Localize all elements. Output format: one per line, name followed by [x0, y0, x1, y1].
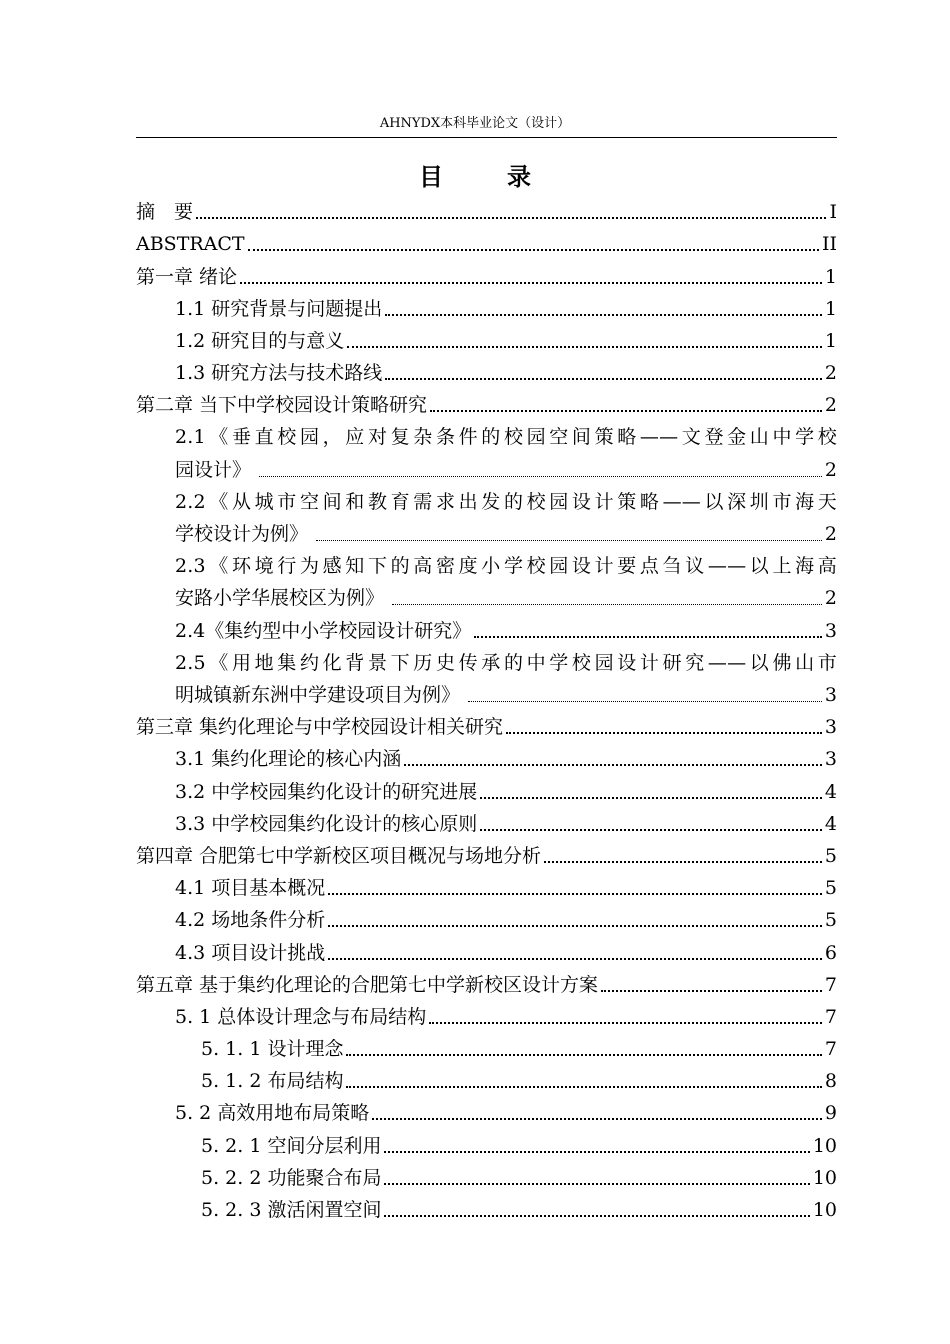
toc-entry-label-line1: 2.5《用地集约化背景下历史传承的中学校园设计研究——以佛山市 [175, 651, 837, 674]
dot-leader [372, 1118, 822, 1120]
toc-entry-label: 5. 2. 1 空间分层利用 [201, 1134, 382, 1157]
toc-entry-s5-2-1[interactable] [136, 1129, 837, 1161]
toc-entry-label: 第二章 当下中学校园设计策略研究 [136, 394, 428, 417]
toc-entry-s3-2[interactable] [136, 775, 837, 807]
toc-page-number: II [821, 233, 837, 256]
dot-leader [347, 346, 822, 348]
toc-entry-label: 5. 1 总体设计理念与布局结构 [175, 1005, 427, 1028]
running-header: AHNYDX本科毕业论文（设计） [379, 116, 571, 131]
toc-entry-s1-1[interactable] [136, 293, 837, 325]
toc-entry-s3-1[interactable] [136, 743, 837, 775]
dot-leader [468, 701, 822, 702]
toc-entry-s5-1-1[interactable] [136, 1033, 837, 1065]
toc-entry-label: 4.3 项目设计挑战 [175, 941, 326, 964]
toc-entry-label: 1.1 研究背景与问题提出 [175, 297, 383, 320]
dot-leader [328, 958, 822, 960]
toc-page-number: 2 [824, 587, 837, 610]
dot-leader [328, 893, 822, 895]
toc-entry-label-line2: 明城镇新东洲中学建设项目为例》 [175, 684, 461, 706]
toc-page-number: 2 [824, 394, 837, 417]
toc-entry-s5-1-2[interactable] [136, 1065, 837, 1097]
toc-entry-label: 第五章 基于集约化理论的合肥第七中学新校区设计方案 [136, 973, 599, 996]
dot-leader [384, 1151, 809, 1153]
dot-leader [196, 217, 826, 219]
toc-entry-ch1[interactable] [136, 260, 837, 292]
toc-page-number: 3 [824, 748, 837, 771]
toc-entry-label: 1.3 研究方法与技术路线 [175, 362, 383, 385]
toc-entry-ch2[interactable] [136, 389, 837, 421]
toc-entry-s4-3[interactable] [136, 936, 837, 968]
toc-entry-label: 5. 2. 2 功能聚合布局 [201, 1166, 382, 1189]
toc-page-number: 2 [824, 362, 837, 385]
dot-leader [544, 861, 822, 863]
toc-entry-ch4[interactable] [136, 840, 837, 872]
toc-page-number: 6 [824, 941, 837, 964]
toc-entry-label-line2: 学校设计为例》 [175, 523, 309, 546]
toc-page-number: 10 [812, 1134, 837, 1157]
toc-entry-s1-3[interactable] [136, 357, 837, 389]
toc-entry-label: 4.2 场地条件分析 [175, 909, 326, 932]
dot-leader [429, 1022, 822, 1024]
toc-entry-label: 4.1 项目基本概况 [175, 877, 326, 900]
toc-page-number: 5 [824, 877, 837, 900]
dot-leader [384, 1215, 809, 1217]
toc-page-number: 7 [824, 1038, 837, 1061]
dot-leader [346, 1054, 821, 1056]
toc-entry-label: 5. 2 高效用地布局策略 [175, 1102, 370, 1125]
toc-page-number: I [829, 201, 837, 224]
toc-page-number: 10 [812, 1199, 837, 1221]
toc-page-number: 8 [824, 1070, 837, 1093]
dot-leader [328, 925, 822, 927]
toc-page-number: 5 [824, 909, 837, 932]
toc-entry-s3-3[interactable] [136, 808, 837, 840]
dot-leader [385, 314, 822, 316]
toc-entry-s5-1[interactable] [136, 1001, 837, 1033]
toc-entry-label-line1: 2.3《环境行为感知下的高密度小学校园设计要点刍议——以上海高 [175, 555, 837, 578]
toc-entry-label: 5. 1. 1 设计理念 [201, 1038, 344, 1061]
table-of-contents [136, 196, 837, 1226]
toc-page-number: 1 [824, 297, 837, 320]
toc-page-number: 7 [824, 1005, 837, 1028]
toc-title: 目 录 [419, 163, 551, 191]
toc-page-number: 3 [824, 716, 837, 739]
toc-page-number: 7 [824, 973, 837, 996]
dot-leader [240, 282, 822, 284]
dot-leader [385, 378, 822, 380]
toc-entry-label: 3.2 中学校园集约化设计的研究进展 [175, 780, 478, 803]
toc-entry-s2-4[interactable] [136, 614, 837, 646]
toc-entry-abstract-cn[interactable] [136, 196, 837, 228]
dot-leader [480, 797, 822, 799]
toc-page-number: 9 [824, 1102, 837, 1125]
toc-entry-abstract-en[interactable] [136, 228, 837, 260]
toc-entry-s4-2[interactable] [136, 904, 837, 936]
toc-entry-ch5[interactable] [136, 969, 837, 1001]
toc-page-number: 1 [824, 265, 837, 288]
toc-page-number: 2 [824, 523, 837, 546]
toc-entry-label: 第四章 合肥第七中学新校区项目概况与场地分析 [136, 844, 542, 867]
toc-entry-s2-3[interactable] [136, 550, 837, 614]
toc-entry-label: 5. 1. 2 布局结构 [201, 1070, 344, 1093]
toc-entry-s2-1[interactable] [136, 421, 837, 485]
toc-entry-label: 2.4《集约型中小学校园设计研究》 [175, 619, 472, 642]
dot-leader [259, 476, 822, 477]
toc-entry-s2-2[interactable] [136, 486, 837, 550]
toc-entry-ch3[interactable] [136, 711, 837, 743]
toc-entry-label: 1.2 研究目的与意义 [175, 329, 345, 352]
toc-entry-s2-5[interactable] [136, 647, 837, 711]
toc-page-number: 4 [824, 812, 837, 835]
toc-entry-label: 第三章 集约化理论与中学校园设计相关研究 [136, 716, 504, 739]
dot-leader [316, 540, 822, 541]
toc-entry-s4-1[interactable] [136, 872, 837, 904]
toc-entry-label-line1: 2.2《从城市空间和教育需求出发的校园设计策略——以深圳市海天 [175, 490, 837, 513]
dot-leader [506, 732, 822, 734]
toc-entry-label: ABSTRACT [136, 233, 245, 256]
toc-entry-s5-2[interactable] [136, 1097, 837, 1129]
dot-leader [601, 990, 822, 992]
dot-leader [404, 764, 822, 766]
toc-entry-label-line2: 安路小学华展校区为例》 [175, 587, 385, 610]
toc-page-number: 10 [812, 1166, 837, 1189]
toc-entry-s5-2-3[interactable] [136, 1194, 837, 1226]
toc-entry-s1-2[interactable] [136, 325, 837, 357]
toc-page-number: 1 [824, 329, 837, 352]
dot-leader [480, 829, 822, 831]
toc-page-number: 4 [824, 780, 837, 803]
toc-entry-label: 第一章 绪论 [136, 265, 238, 288]
toc-page-number: 3 [824, 619, 837, 642]
toc-entry-label: 5. 2. 3 激活闲置空间 [201, 1199, 382, 1221]
dot-leader [346, 1086, 821, 1088]
toc-entry-label: 3.3 中学校园集约化设计的核心原则 [175, 812, 478, 835]
toc-entry-s5-2-2[interactable] [136, 1162, 837, 1194]
toc-page-number: 3 [824, 684, 837, 706]
dot-leader [392, 604, 822, 605]
toc-entry-label-line2: 园设计》 [175, 458, 252, 481]
toc-entry-label-line1: 2.1《垂直校园，应对复杂条件的校园空间策略——文登金山中学校 [175, 426, 837, 449]
dot-leader [430, 410, 822, 412]
toc-entry-label: 摘 要 [136, 201, 194, 224]
toc-page-number: 2 [824, 458, 837, 481]
dot-leader [474, 636, 822, 638]
toc-page-number: 5 [824, 844, 837, 867]
toc-entry-label: 3.1 集约化理论的核心内涵 [175, 748, 402, 771]
dot-leader [384, 1183, 809, 1185]
dot-leader [248, 249, 819, 251]
header-rule [136, 137, 837, 138]
